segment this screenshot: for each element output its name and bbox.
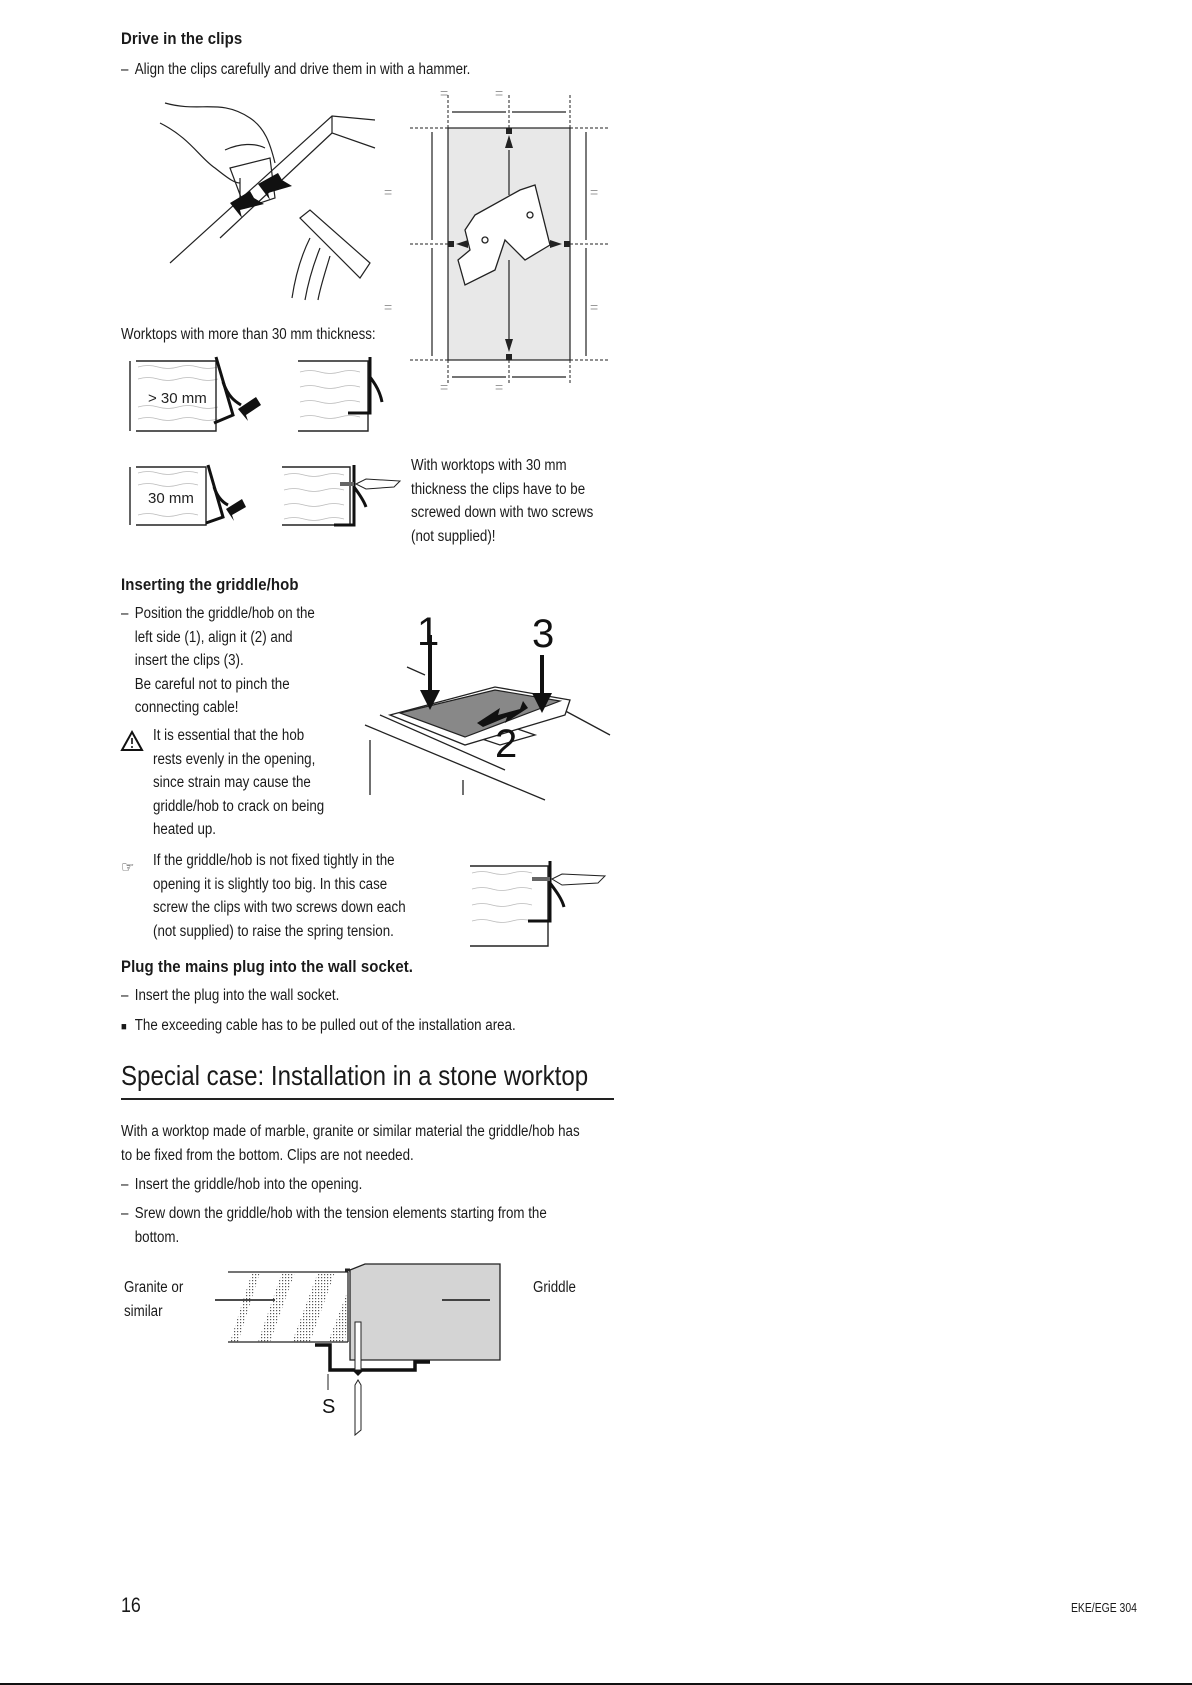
stone-step-1: – Insert the griddle/hob into the opening. [121, 1176, 363, 1193]
stone-worktop-mounting-diagram [210, 1250, 530, 1440]
equal-sign: = [440, 379, 449, 395]
page-number: 16 [121, 1594, 141, 1617]
model-number: EKE/EGE 304 [1071, 1600, 1137, 1615]
equal-sign: = [590, 299, 599, 315]
heading-divider [121, 1098, 614, 1100]
equal-sign: = [440, 85, 449, 101]
worktops-caption: Worktops with more than 30 mm thickness: [121, 326, 376, 343]
dash-marker: – [121, 61, 129, 78]
pointing-hand-icon: ☞ [121, 859, 135, 876]
equal-sign: = [384, 184, 393, 200]
worktop-gt30-clip-fitted-diagram [298, 357, 388, 435]
worktop-30-screwed-clip-diagram [282, 465, 402, 530]
equal-sign: = [495, 85, 504, 101]
clip-spacing-diagram [384, 85, 610, 395]
worktop-30-clip-diagram [128, 465, 268, 530]
heading-plug: Plug the mains plug into the wall socket. [121, 957, 414, 976]
bullet-square-icon: ■ [121, 1021, 127, 1033]
label-griddle: Griddle [533, 1279, 576, 1296]
warning-triangle-icon [121, 731, 143, 751]
thickness-label-gt30: > 30 mm [148, 390, 207, 407]
label-s: S [322, 1396, 336, 1418]
stone-step-2: – Srew down the griddle/hob with the tension elements starting from the bottom. [121, 1205, 547, 1246]
heading-inserting: Inserting the griddle/hob [121, 575, 299, 594]
thickness-label-30: 30 mm [148, 490, 194, 507]
heading-stone-worktop: Special case: Installation in a stone worktop [121, 1060, 589, 1091]
label-granite: Granite or similar [124, 1279, 184, 1320]
screwed-clip-diagram [470, 861, 610, 946]
warning-note: It is essential that the hob rests evenly in the opening, since strain may cause the griddle/hob to crack on being heated up. [153, 727, 325, 838]
step-label-1: 1 [417, 610, 440, 654]
griddle-insertion-diagram [365, 605, 615, 800]
step-label-2: 2 [495, 722, 518, 766]
hint-note: If the griddle/hob is not fixed tightly in the opening it is slightly too big. In this case screw the clips with two screws down each (not supplied) to raise the spring tension. [153, 852, 406, 940]
stone-intro: With a worktop made of marble, granite or similar material the griddle/hob has to be fixed from the bottom. Clips are not needed. [121, 1123, 580, 1164]
equal-sign: = [495, 379, 504, 395]
equal-sign: = [590, 184, 599, 200]
step-label-3: 3 [532, 612, 555, 656]
note-plug: ■ The exceeding cable has to be pulled out of the installation area. [121, 1014, 516, 1040]
hammer-clip-illustration [160, 88, 380, 303]
step-plug: – Insert the plug into the wall socket. [121, 987, 340, 1004]
heading-drive-clips: Drive in the clips [121, 29, 243, 48]
step-inserting: – Position the griddle/hob on the left side (1), align it (2) and insert the clips (3). Be careful not to pinch the connecting cable! [121, 605, 315, 716]
worktop-gt30-clip-diagram [128, 357, 268, 435]
worktops-30-note: With worktops with 30 mm thickness the clips have to be screwed down with two screws (not supplied)! [411, 457, 594, 545]
equal-sign: = [384, 299, 393, 315]
step-drive-clips: – Align the clips carefully and drive them in with a hammer. [121, 58, 470, 82]
